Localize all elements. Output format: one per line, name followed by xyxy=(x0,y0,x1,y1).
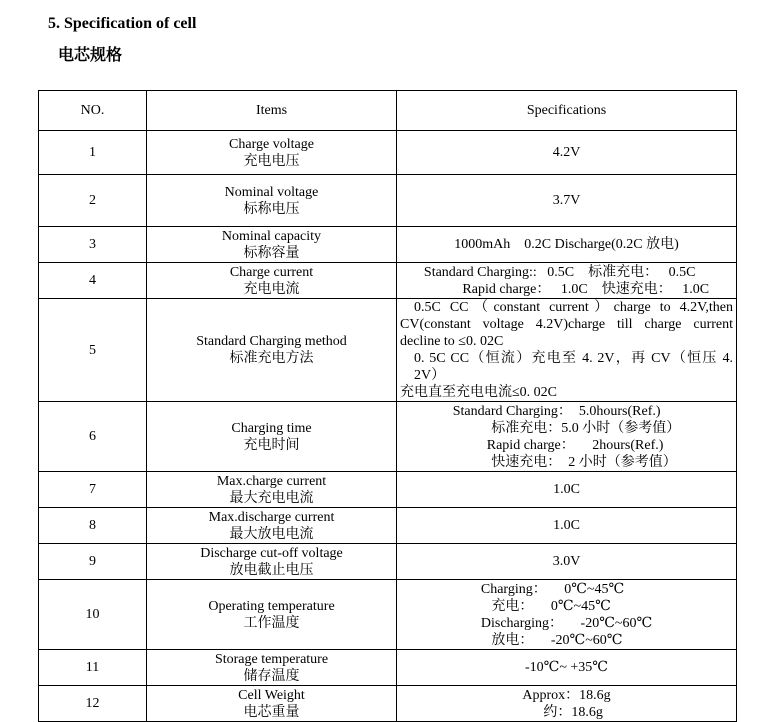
row-spec xyxy=(397,175,737,227)
header-no: NO. xyxy=(39,91,147,131)
item-en: Nominal capacity xyxy=(221,228,322,244)
item-en: Max.charge current xyxy=(216,473,327,489)
table-row xyxy=(39,508,737,544)
spec-line: decline to ≤0. 02C xyxy=(400,334,504,349)
item-cn: 工作温度 xyxy=(243,615,300,631)
item-cn: 充电电压 xyxy=(243,153,300,169)
item-en: Max.discharge current xyxy=(208,509,335,525)
row-no: 10 xyxy=(39,580,147,650)
row-no: 12 xyxy=(39,686,147,722)
item-en: Cell Weight xyxy=(238,687,305,703)
row-no: 11 xyxy=(39,650,147,686)
table-row xyxy=(39,227,737,263)
spec-line: 0. 5C CC（恒流）充电至 4. 2V，再 CV（恒压 4. 2V） xyxy=(414,351,733,383)
row-spec xyxy=(397,544,737,580)
row-no: 1 xyxy=(39,131,147,175)
row-no: 9 xyxy=(39,544,147,580)
item-cn: 最大充电电流 xyxy=(229,490,314,506)
row-no: 4 xyxy=(39,263,147,299)
row-spec xyxy=(397,227,737,263)
row-spec xyxy=(397,131,737,175)
section-title: 5. Specification of cell xyxy=(48,15,197,32)
item-en: Charging time xyxy=(231,420,312,436)
spec-line: Rapid charge： 1.0C 快速充电： 1.0C xyxy=(423,281,710,297)
spec-line: Standard Charging:: 0.5C 标准充电： 0.5C xyxy=(423,264,696,280)
row-item xyxy=(147,544,397,580)
table-row xyxy=(39,650,737,686)
item-en: Nominal voltage xyxy=(224,184,319,200)
spec-line: 快速充电： 2 小时（参考值） xyxy=(452,454,677,470)
row-no: 8 xyxy=(39,508,147,544)
row-item xyxy=(147,472,397,508)
spec-line: 充电直至充电电流≤0. 02C xyxy=(400,385,558,400)
row-spec xyxy=(397,402,737,472)
spec-line: 约：18.6g xyxy=(522,704,603,720)
spec-line: Rapid charge： 2hours(Ref.) xyxy=(486,437,664,453)
item-cn: 最大放电电流 xyxy=(229,526,314,542)
spec-line: CV(constant voltage 4.2V)charge till charge current xyxy=(400,317,733,332)
spec-line: 1.0C xyxy=(553,482,580,497)
spec-line: Approx：18.6g xyxy=(522,687,611,703)
table-row xyxy=(39,580,737,650)
item-cn: 标称容量 xyxy=(243,245,300,261)
row-spec xyxy=(397,299,737,402)
row-item xyxy=(147,508,397,544)
table-header-row xyxy=(39,91,737,131)
row-spec xyxy=(397,580,737,650)
row-spec xyxy=(397,508,737,544)
spec-line: 3.7V xyxy=(552,193,581,208)
item-cn: 充电时间 xyxy=(243,437,300,453)
spec-line: 放电： -20℃~60℃ xyxy=(480,632,623,648)
spec-line: 充电： 0℃~45℃ xyxy=(480,598,611,614)
item-en: Charge voltage xyxy=(229,136,314,152)
table-row xyxy=(39,299,737,402)
item-en: Discharge cut-off voltage xyxy=(200,545,343,561)
spec-line: Standard Charging： 5.0hours(Ref.) xyxy=(452,403,661,419)
spec-line: 1000mAh 0.2C Discharge(0.2C 放电) xyxy=(454,237,679,252)
row-item xyxy=(147,580,397,650)
section-title-cn: 电芯规格 xyxy=(58,47,123,64)
row-spec xyxy=(397,686,737,722)
spec-line: Discharging： -20℃~60℃ xyxy=(480,615,653,631)
table-row xyxy=(39,175,737,227)
item-en: Operating temperature xyxy=(208,598,335,614)
header-specifications: Specifications xyxy=(397,91,737,131)
table-row xyxy=(39,131,737,175)
item-en: Storage temperature xyxy=(214,651,329,667)
table-row xyxy=(39,402,737,472)
row-item xyxy=(147,131,397,175)
row-item xyxy=(147,402,397,472)
item-cn: 标称电压 xyxy=(243,201,300,217)
spec-table xyxy=(38,90,737,722)
item-cn: 标准充电方法 xyxy=(229,351,314,366)
spec-block xyxy=(481,581,652,649)
row-item xyxy=(147,650,397,686)
spec-block xyxy=(453,403,681,471)
row-no: 7 xyxy=(39,472,147,508)
row-item xyxy=(147,299,397,402)
spec-block xyxy=(522,687,610,721)
table-row xyxy=(39,472,737,508)
row-no: 6 xyxy=(39,402,147,472)
spec-line: -10℃~ +35℃ xyxy=(525,660,608,675)
row-spec xyxy=(397,472,737,508)
spec-line: 0.5C CC（constant current）charge to 4.2V,then xyxy=(414,300,733,315)
table-row xyxy=(39,544,737,580)
row-item xyxy=(147,686,397,722)
row-item xyxy=(147,263,397,299)
spec-line: 标准充电：5.0 小时（参考值） xyxy=(452,420,681,436)
row-no: 2 xyxy=(39,175,147,227)
spec-line: 1.0C xyxy=(553,518,580,533)
row-item xyxy=(147,175,397,227)
row-no: 5 xyxy=(39,299,147,402)
row-no: 3 xyxy=(39,227,147,263)
spec-line: 3.0V xyxy=(552,554,581,569)
spec-line: 4.2V xyxy=(552,145,581,160)
item-cn: 放电截止电压 xyxy=(229,562,314,578)
table-row xyxy=(39,263,737,299)
item-en: Standard Charging method xyxy=(196,334,347,349)
header-items: Items xyxy=(147,91,397,131)
row-item xyxy=(147,227,397,263)
row-spec xyxy=(397,263,737,299)
item-cn: 充电电流 xyxy=(243,281,300,297)
spec-line: Charging： 0℃~45℃ xyxy=(480,581,625,597)
item-en: Charge current xyxy=(229,264,314,280)
spec-block xyxy=(424,264,709,298)
item-cn: 储存温度 xyxy=(243,668,300,684)
item-cn: 电芯重量 xyxy=(243,704,300,720)
table-row xyxy=(39,686,737,722)
row-spec xyxy=(397,650,737,686)
